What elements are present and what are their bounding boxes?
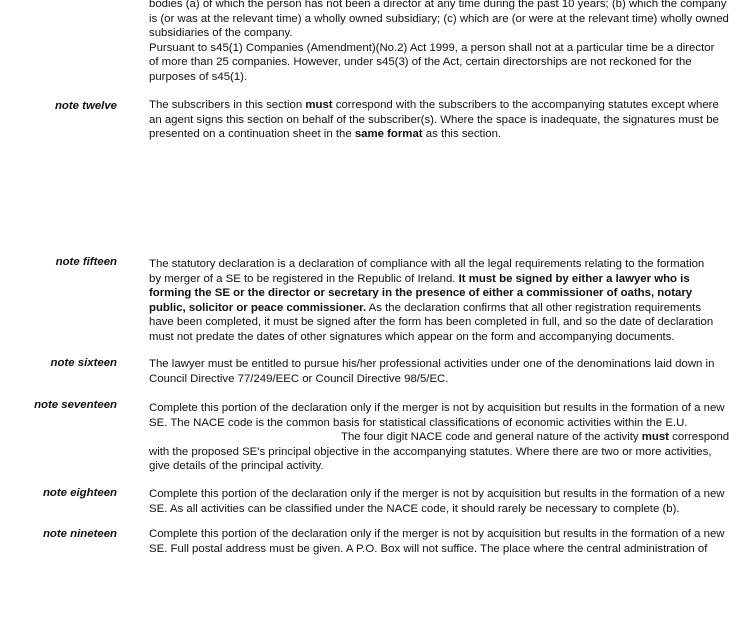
emphasis: public, solicitor or peace commissioner. — [149, 301, 367, 314]
text-span: The subscribers in this section — [149, 99, 306, 111]
emphasis: must — [305, 99, 333, 111]
text-line: Council Directive 77/249/EEC or Council Directive 98/5/EC. — [149, 372, 449, 385]
text-span: presented on a continuation sheet in the — [149, 128, 355, 140]
text-line: Pursuant to s45(1) Companies (Amendment)(No.2) Act 1999, a person shall not at a particular time be a director — [149, 41, 715, 54]
note-nineteen-text — [149, 527, 754, 556]
note-label-fifteen: note fifteen — [55, 256, 117, 268]
text-line — [149, 98, 754, 113]
text-line: forming the SE or the director or secretary in the presence of either a commissioner of oaths, notary — [149, 287, 693, 299]
text-line: subsidiaries of the company. — [149, 27, 293, 39]
text-line: give details of the principal activity. — [149, 460, 324, 472]
text-line: Complete this portion of the declaration only if the merger is not by acquisition but results in the formation of a new — [149, 402, 725, 414]
text-line: of more than 25 companies. However, under s45(3) of the Act, certain directorships are not reckoned for the — [149, 56, 692, 68]
text-span: correspond — [668, 431, 730, 443]
emphasis: It must be signed by either a lawyer who is — [458, 272, 690, 285]
note-label-seventeen: note seventeen — [34, 399, 117, 411]
text-line: The statutory declaration is a declaration of compliance with all the legal requirements relating to the formation — [149, 258, 705, 270]
text-line: purposes of s45(1). — [149, 70, 248, 83]
note-label-nineteen: note nineteen — [42, 528, 117, 540]
text-line — [149, 272, 754, 287]
text-line — [149, 430, 754, 445]
note-eighteen-text — [149, 487, 754, 516]
text-span: as this section. — [422, 128, 502, 140]
text-line: with the proposed SE's principal objective in the accompanying statutes. Where there are two or more activities, — [149, 445, 712, 458]
note-label-sixteen: note sixteen — [50, 357, 117, 369]
intro-paragraph — [149, 0, 754, 84]
text-line: is (or was at the relevant time) a wholly owned subsidiary; (c) which are (or were at the relevant time) wholly owned — [149, 12, 729, 25]
note-fifteen-text — [149, 257, 754, 344]
emphasis: must — [641, 431, 669, 443]
text-line: an agent signs this section on behalf of the subscriber(s). Where the space is inadequate, the signatures must be — [149, 113, 719, 126]
text-line: must not predate the dates of other signatures which appear on the form and accompanying documents. — [149, 330, 675, 343]
text-line: Complete this portion of the declaration only if the merger is not by acquisition but results in the formation of a new — [149, 528, 725, 540]
text-line: The lawyer must be entitled to pursue his/her professional activities under one of the denominations laid down in — [149, 358, 715, 370]
note-sixteen-text — [149, 357, 754, 386]
emphasis: same format — [354, 128, 423, 140]
note-label-eighteen: note eighteen — [42, 487, 117, 499]
text-line — [149, 127, 754, 142]
text-span: As the declaration confirms that all other registration requirements — [366, 301, 702, 314]
text-line: bodies (a) of which the person has not been a director at any time during the past 10 years; (b) which the company — [149, 0, 727, 10]
text-line: SE. As all activities can be classified under the NACE code, it should rarely be necessary to complete (b). — [149, 502, 680, 515]
text-span: by merger of a SE to be registered in the Republic of Ireland. — [149, 272, 459, 285]
text-line: have been completed, it must be signed after the form has been completed in full, and so the date of declaration — [149, 316, 714, 328]
note-twelve-text — [149, 98, 754, 142]
text-line: SE. Full postal address must be given. A P.O. Box will not suffice. The place where the central administration of — [149, 542, 708, 555]
text-span: The four digit NACE code and general nature of the activity — [341, 431, 642, 443]
note-seventeen-text — [149, 401, 754, 474]
text-line: Complete this portion of the declaration only if the merger is not by acquisition but results in the formation of a new — [149, 488, 725, 500]
note-label-twelve: note twelve — [54, 100, 117, 112]
text-span: correspond with the subscribers to the accompanying statutes except where — [332, 99, 719, 111]
text-line: SE. The NACE code is the common basis for statistical classifications of economic activities within the E.U. — [149, 416, 688, 429]
text-line — [149, 301, 754, 316]
